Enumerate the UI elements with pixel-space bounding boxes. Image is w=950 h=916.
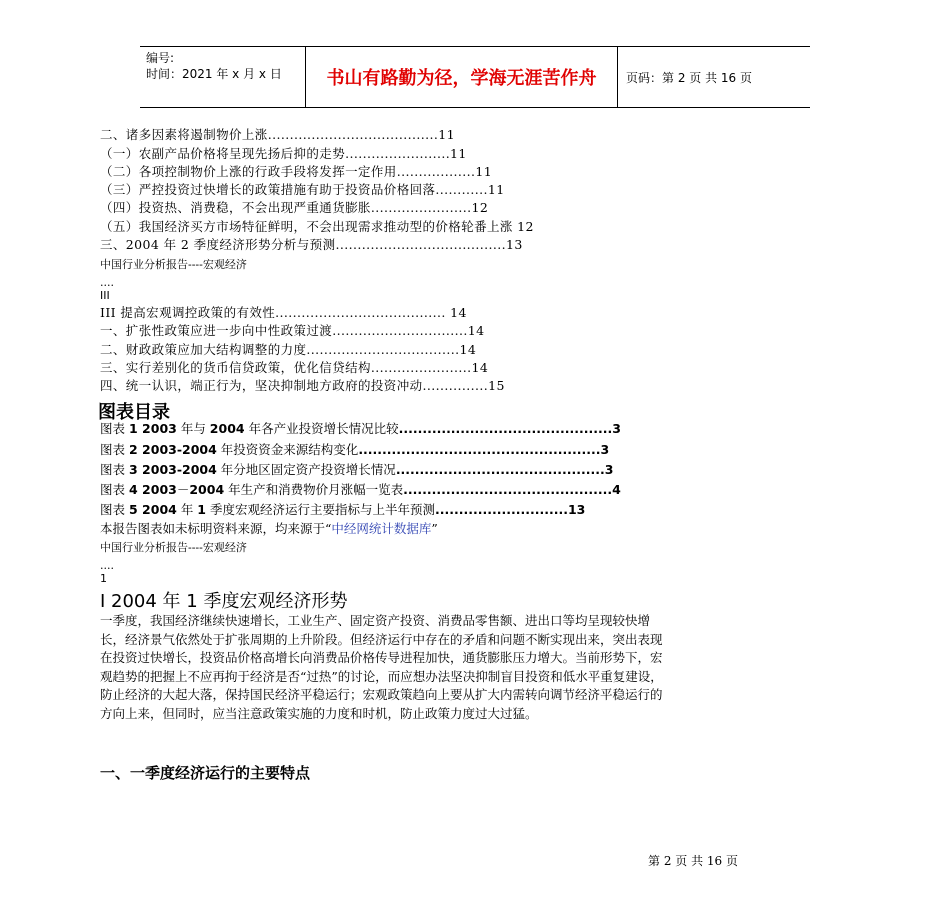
figure-list-title: 图表目录	[98, 402, 170, 423]
fig-text: 年投资资金来源结构变化	[216, 442, 359, 457]
dots: ....	[100, 559, 114, 572]
toc-entry[interactable]: 一、扩张性政策应进一步向中性政策过渡...............................14	[100, 323, 485, 338]
toc-entry[interactable]: 三、2004 年 2 季度经济形势分析与预测.......................................13	[100, 237, 523, 252]
fig-prefix: 图表	[100, 462, 126, 477]
header-page-info: 页码：第 2 页 共 16 页	[626, 70, 752, 85]
dots: ....	[100, 276, 114, 289]
time-label: 时间：2021 年 x 月 x 日	[146, 67, 282, 81]
figure-entry[interactable]	[100, 461, 613, 478]
fig-prefix: 图表	[100, 482, 126, 497]
fig-dots: ............................................	[403, 482, 613, 497]
header-motto: 书山有路勤为径，学海无涯苦作舟	[306, 47, 618, 107]
fig-dots: ...................................................	[358, 442, 601, 457]
page-header-table	[140, 46, 810, 108]
fig-num: 3 2003-2004	[129, 462, 217, 477]
figure-entry[interactable]	[100, 420, 621, 437]
toc-entry[interactable]: III 提高宏观调控政策的有效性....................................... 14	[100, 305, 467, 320]
fig-mid: 年	[176, 502, 198, 517]
fig-mid: 年与	[176, 421, 210, 436]
fig-num: 1 2003	[129, 421, 177, 436]
running-head: 中国行业分析报告----宏观经济	[100, 258, 247, 271]
toc-entry[interactable]: 四、统一认识，端正行为，坚决抑制地方政府的投资冲动...............15	[100, 378, 505, 393]
running-head: 中国行业分析报告----宏观经济	[100, 541, 247, 554]
toc-entry[interactable]: （二）各项控制物价上涨的行政手段将发挥一定作用..................11	[100, 164, 493, 179]
fig-prefix: 图表	[100, 502, 126, 517]
subsection-title: 一、一季度经济运行的主要特点	[100, 764, 311, 782]
fig-num2: 1	[197, 502, 206, 517]
fig-text: 年生产和消费物价月涨幅一览表	[224, 482, 404, 497]
fig-dots: ............................................	[395, 462, 605, 477]
fig-prefix: 图表	[100, 442, 126, 457]
fig-mid: －	[176, 482, 190, 497]
source-note	[100, 520, 438, 537]
section-title: Ⅰ 2004 年 1 季度宏观经济形势	[100, 591, 348, 612]
roman-mark: III	[100, 289, 110, 302]
page-footer: 第 2 页 共 16 页	[648, 854, 738, 868]
fig-page: 3	[604, 462, 614, 477]
body-paragraph: 一季度，我国经济继续快速增长，工业生产、固定资产投资、消费品零售额、进出口等均呈现较快增长，经济景气依然处于扩张周期的上升阶段。但经济运行中存在的矛盾和问题不断实现出来，突出表现在投资过快增长，投资品价格高增长向消费品价格传导进程加快，通货膨胀压力增大。当前形势下，宏观趋势的把握上不应再拘于经济是否“过热”的讨论，而应想办法坚决抑制盲目投资和低水平重复建设，防止经济的大起大落，保持国民经济平稳运行；宏观政策趋向上要从扩大内需转向调节经济平稳运行的方向上来，但同时，应当注意政策实施的力度和时机，防止政策力度过大过猛。	[100, 613, 663, 721]
fig-page: 4	[612, 482, 621, 497]
fig-page: 13	[567, 502, 586, 517]
fig-num: 2 2003-2004	[129, 442, 217, 457]
source-note-close: ”	[431, 521, 438, 536]
fig-text: 年各产业投资增长情况比较	[244, 421, 399, 436]
page-number-mark: 1	[100, 572, 107, 585]
figure-entry[interactable]	[100, 501, 585, 518]
fig-num2: 2004	[209, 421, 245, 436]
toc-entry[interactable]: （三）严控投资过快增长的政策措施有助于投资品价格回落............11	[100, 182, 505, 197]
fig-page: 3	[600, 442, 610, 457]
toc-entry[interactable]: 二、诸多因素将遏制物价上涨.......................................11	[100, 127, 455, 142]
fig-page: 3	[612, 421, 621, 436]
fig-dots: ............................	[434, 502, 568, 517]
fig-dots: .............................................	[398, 421, 613, 436]
toc-entry[interactable]: （五）我国经济买方市场特征鲜明，不会出现需求推动型的价格轮番上涨 12	[100, 219, 534, 234]
header-meta-cell	[140, 47, 306, 107]
toc-entry[interactable]: （一）农副产品价格将呈现先扬后抑的走势........................11	[100, 146, 467, 161]
number-label: 编号:	[146, 51, 175, 65]
figure-entry[interactable]	[100, 481, 621, 498]
source-link[interactable]: 中经网统计数据库	[331, 521, 432, 536]
fig-text: 年分地区固定资产投资增长情况	[216, 462, 396, 477]
toc-entry[interactable]: 二、财政政策应加大结构调整的力度...................................14	[100, 342, 477, 357]
fig-num: 5 2004	[129, 502, 177, 517]
figure-entry[interactable]	[100, 441, 609, 458]
toc-entry[interactable]: 三、实行差别化的货币信贷政策，优化信贷结构.......................14	[100, 360, 489, 375]
fig-text: 季度宏观经济运行主要指标与上半年预测	[206, 502, 435, 517]
fig-num2: 2004	[189, 482, 225, 497]
fig-num: 4 2003	[129, 482, 177, 497]
source-note-text: 本报告图表如未标明资料来源，均来源于“	[100, 521, 332, 536]
fig-prefix: 图表	[100, 421, 126, 436]
toc-entry[interactable]: （四）投资热、消费稳，不会出现严重通货膨胀.......................12	[100, 200, 489, 215]
